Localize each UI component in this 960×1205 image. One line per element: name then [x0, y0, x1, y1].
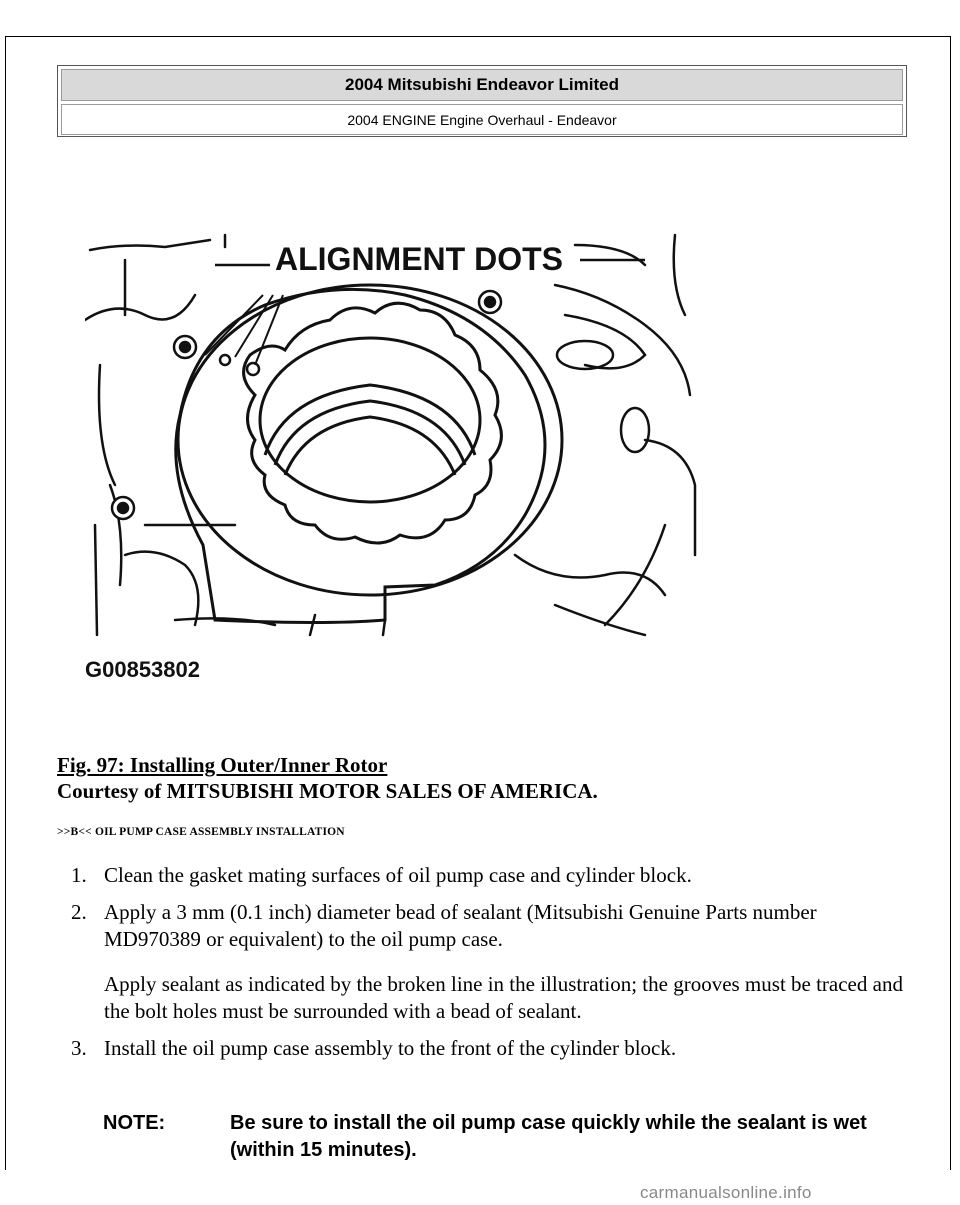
- list-item: [57, 899, 917, 1025]
- step-number: 1.: [71, 863, 87, 887]
- page-frame-top: [5, 36, 951, 37]
- section-title: 2004 ENGINE Engine Overhaul - Endeavor: [61, 104, 903, 135]
- figure-callout-label: ALIGNMENT DOTS: [275, 241, 563, 277]
- step-text: Clean the gasket mating surfaces of oil pump case and cylinder block.: [104, 863, 692, 887]
- figure-code: G00853802: [85, 657, 200, 682]
- step-number: 2.: [71, 900, 87, 924]
- procedure-steps: [57, 862, 917, 1072]
- step-number: 3.: [71, 1036, 87, 1060]
- note-text: Be sure to install the oil pump case quickly while the sealant is wet (within 15 minutes).: [230, 1112, 867, 1161]
- figure-caption: [57, 752, 598, 804]
- list-item: [57, 862, 917, 889]
- note-box: [103, 1110, 893, 1164]
- rotor-illustration: [85, 225, 700, 685]
- step-text: Install the oil pump case assembly to the front of the cylinder block.: [104, 1036, 677, 1060]
- block-contour: [90, 240, 210, 250]
- page-frame-right: [950, 36, 951, 1170]
- document-header: [57, 65, 907, 137]
- inner-rotor: [260, 338, 480, 502]
- section-heading: >>B<< OIL PUMP CASE ASSEMBLY INSTALLATION: [57, 826, 345, 838]
- figure-courtesy: Courtesy of MITSUBISHI MOTOR SALES OF AMERICA.: [57, 779, 598, 803]
- note-label: NOTE:: [103, 1112, 166, 1134]
- step-subtext: Apply sealant as indicated by the broken line in the illustration; the grooves must be traced and the bolt holes must be surrounded with a bead of sealant.: [104, 972, 903, 1023]
- vehicle-title: 2004 Mitsubishi Endeavor Limited: [61, 69, 903, 101]
- watermark: carmanualsonline.info: [640, 1183, 812, 1202]
- alignment-dot-1: [220, 355, 230, 365]
- figure-title: Fig. 97: Installing Outer/Inner Rotor: [57, 753, 388, 777]
- page-frame-left: [5, 36, 6, 1170]
- list-item: [57, 1035, 917, 1062]
- step-text: Apply a 3 mm (0.1 inch) diameter bead of sealant (Mitsubishi Genuine Parts number MD970389 or equivalent) to the oil pump case.: [104, 900, 817, 951]
